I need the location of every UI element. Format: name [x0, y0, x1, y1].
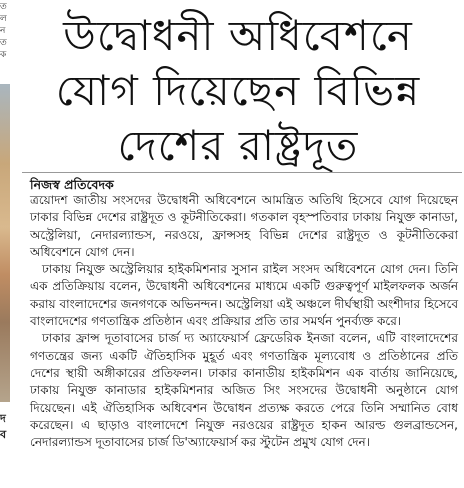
- adjacent-text-line: ত: [0, 38, 7, 48]
- adjacent-text-line: ক: [0, 50, 7, 60]
- adjacent-photo: [0, 84, 10, 402]
- headline-line: উদ্বোধনী অধিবেশনে: [63, 11, 413, 60]
- adjacent-text-line: ব: [0, 428, 7, 441]
- article-body: [30, 192, 458, 451]
- adjacent-column-strip: [0, 0, 10, 488]
- headline-line: দেশের রাষ্ট্রদূত: [117, 121, 359, 170]
- paragraph: ঢাকার ফ্রান্স দূতাবাসের চার্জ দ্য অ্যাফেয়ার্স ফ্রেডেরিক ইনজা বলেন, এটি বাংলাদেশের গণতন্ত্রের জন্য একটি ঐতিহাসিক মুহূর্ত এবং গণতান্ত্রিক মূল্যবোধ ও প্রতিষ্ঠানের প্রতি দেশের স্থায়ী অঙ্গীকারের প্রতিফলন। ঢাকার কানাডীয় হাইকমিশন এক বার্তায় জানিয়েছে, ঢাকায় নিযুক্ত কানাডার হাইকমিশনার অজিত সিং সংসদের উদ্বোধনী অনুষ্ঠানে যোগ দিয়েছেন। এই ঐতিহাসিক অধিবেশন উদ্বোধন প্রত্যক্ষ করতে পেরে তিনি সম্মানিত বোধ করেছেন। এ ছাড়াও বাংলাদেশে নিযুক্ত নরওয়ের রাষ্ট্রদূত হাকন আরল্ড গুলব্রান্ডসেন, নেদারল্যান্ডস দূতাবাসের চার্জ ডি'অ্যাফেয়ার্স কর স্টুটেন প্রমুখ যোগ দেন।: [30, 331, 458, 450]
- adjacent-text-line: ল: [0, 14, 7, 24]
- byline: নিজস্ব প্রতিবেদক: [30, 177, 114, 192]
- adjacent-text-line: ত: [0, 2, 7, 12]
- headline: [12, 8, 464, 173]
- paragraph: ত্রয়োদশ জাতীয় সংসদের উদ্বোধনী অধিবেশনে আমন্ত্রিত অতিথি হিসেবে যোগ দিয়েছেন ঢাকার বিভিন্ন দেশের রাষ্ট্রদূত ও কূটনীতিকেরা। গতকাল বৃহস্পতিবার ঢাকায় নিযুক্ত কানাডা, অস্ট্রেলিয়া, নেদারল্যান্ডস, নরওয়ে, ফ্রান্সসহ বিভিন্ন দেশের রাষ্ট্রদূত ও কূটনীতিকেরা অধিবেশনে যোগ দেন।: [30, 193, 458, 259]
- paragraph: ঢাকায় নিযুক্ত অস্ট্রেলিয়ার হাইকমিশনার সুসান রাইল সংসদ অধিবেশনে যোগ দেন। তিনি এক প্রতিক্রিয়ায় বলেন, উদ্বোধনী অধিবেশনের মাধ্যমে একটি গুরুত্বপূর্ণ মাইলফলক অর্জন করায় বাংলাদেশের জনগণকে অভিনন্দন। অস্ট্রেলিয়া এই অঞ্চলে দীর্ঘস্থায়ী অংশীদার হিসেবে বাংলাদেশের গণতান্ত্রিক প্রতিষ্ঠান এবং প্রক্রিয়ার প্রতি তার সমর্থন পুনর্ব্যক্ত করে।: [30, 262, 458, 329]
- adjacent-text-line: ন: [0, 26, 6, 36]
- divider: [22, 172, 462, 173]
- adjacent-text-line: দ: [0, 412, 6, 425]
- headline-line: যোগ দিয়েছেন বিভিন্ন: [55, 66, 421, 115]
